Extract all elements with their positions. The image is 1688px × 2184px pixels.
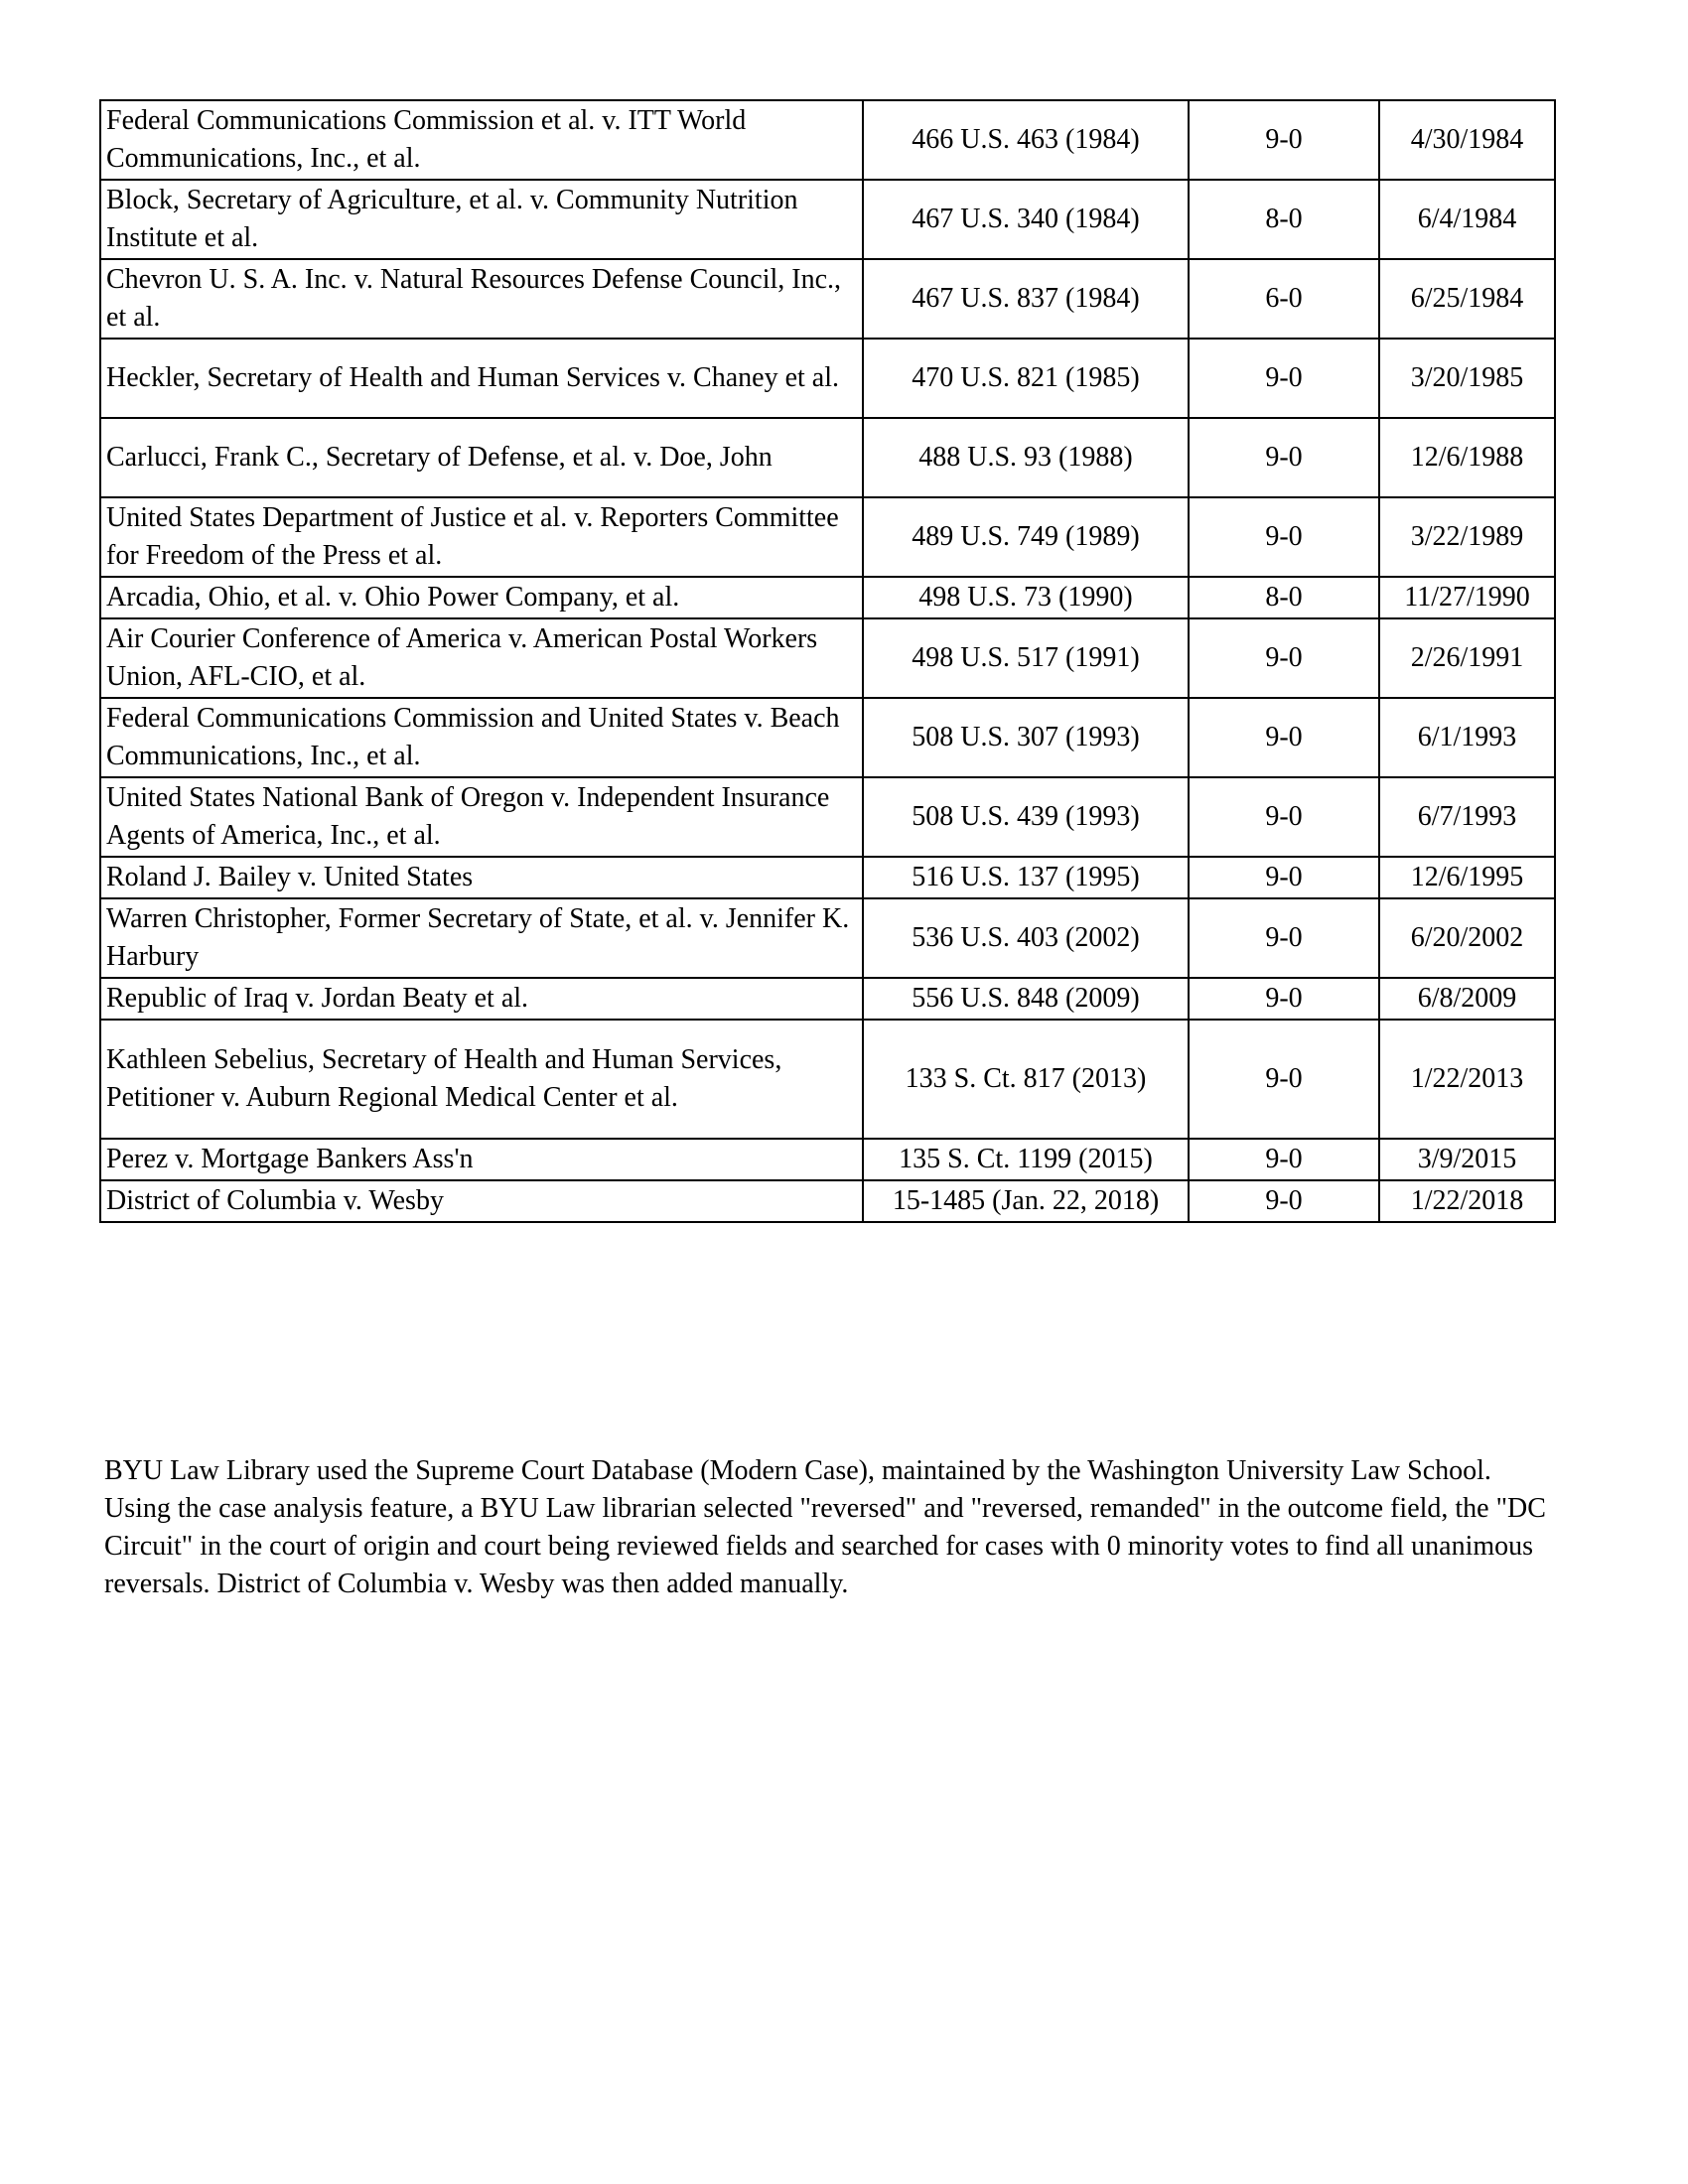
citation-cell: 508 U.S. 307 (1993) [863, 698, 1189, 777]
citation-cell: 470 U.S. 821 (1985) [863, 339, 1189, 418]
table-row [100, 898, 1555, 978]
citation-cell: 516 U.S. 137 (1995) [863, 857, 1189, 898]
case-cell: Carlucci, Frank C., Secretary of Defense, et al. v. Doe, John [100, 418, 863, 497]
date-cell: 1/22/2013 [1379, 1020, 1555, 1139]
case-cell: Block, Secretary of Agriculture, et al. v. Community Nutrition Institute et al. [100, 180, 863, 259]
date-cell: 6/8/2009 [1379, 978, 1555, 1020]
vote-cell: 9-0 [1189, 857, 1379, 898]
vote-cell: 9-0 [1189, 1020, 1379, 1139]
citation-cell: 15-1485 (Jan. 22, 2018) [863, 1180, 1189, 1222]
vote-cell: 9-0 [1189, 1180, 1379, 1222]
case-cell: Air Courier Conference of America v. American Postal Workers Union, AFL-CIO, et al. [100, 618, 863, 698]
citation-cell: 498 U.S. 517 (1991) [863, 618, 1189, 698]
source-note: BYU Law Library used the Supreme Court Database (Modern Case), maintained by the Washington University Law School. Using the case analysis feature, a BYU Law librarian selected "reversed" and "reversed, remanded" in the outcome field, the "DC Circuit" in the court of origin and court being reviewed fields and searched for cases with 0 minority votes to find all unanimous reversals. District of Columbia v. Wesby was then added manually. [104, 1455, 1546, 1599]
case-cell: Roland J. Bailey v. United States [100, 857, 863, 898]
date-cell: 12/6/1995 [1379, 857, 1555, 898]
case-cell: Warren Christopher, Former Secretary of State, et al. v. Jennifer K. Harbury [100, 898, 863, 978]
vote-cell: 9-0 [1189, 418, 1379, 497]
citation-cell: 466 U.S. 463 (1984) [863, 100, 1189, 180]
vote-cell: 9-0 [1189, 339, 1379, 418]
citation-cell: 498 U.S. 73 (1990) [863, 577, 1189, 618]
vote-cell: 9-0 [1189, 898, 1379, 978]
vote-cell: 8-0 [1189, 180, 1379, 259]
case-cell: United States Department of Justice et al. v. Reporters Committee for Freedom of the Press et al. [100, 497, 863, 577]
date-cell: 6/25/1984 [1379, 259, 1555, 339]
table-row [100, 339, 1555, 418]
vote-cell: 9-0 [1189, 100, 1379, 180]
case-cell: Arcadia, Ohio, et al. v. Ohio Power Company, et al. [100, 577, 863, 618]
date-cell: 6/20/2002 [1379, 898, 1555, 978]
case-cell: Chevron U. S. A. Inc. v. Natural Resources Defense Council, Inc., et al. [100, 259, 863, 339]
table-row [100, 978, 1555, 1020]
vote-cell: 9-0 [1189, 777, 1379, 857]
date-cell: 6/4/1984 [1379, 180, 1555, 259]
date-cell: 1/22/2018 [1379, 1180, 1555, 1222]
case-cell: Federal Communications Commission et al. v. ITT World Communications, Inc., et al. [100, 100, 863, 180]
table-row [100, 857, 1555, 898]
date-cell: 3/9/2015 [1379, 1139, 1555, 1180]
cases-table-body [100, 100, 1555, 1222]
table-row [100, 180, 1555, 259]
date-cell: 3/20/1985 [1379, 339, 1555, 418]
citation-cell: 489 U.S. 749 (1989) [863, 497, 1189, 577]
vote-cell: 9-0 [1189, 1139, 1379, 1180]
date-cell: 4/30/1984 [1379, 100, 1555, 180]
case-cell: Federal Communications Commission and United States v. Beach Communications, Inc., et al. [100, 698, 863, 777]
table-row [100, 1020, 1555, 1139]
citation-cell: 488 U.S. 93 (1988) [863, 418, 1189, 497]
vote-cell: 9-0 [1189, 497, 1379, 577]
citation-cell: 536 U.S. 403 (2002) [863, 898, 1189, 978]
date-cell: 6/7/1993 [1379, 777, 1555, 857]
case-cell: Heckler, Secretary of Health and Human Services v. Chaney et al. [100, 339, 863, 418]
date-cell: 11/27/1990 [1379, 577, 1555, 618]
table-row [100, 777, 1555, 857]
date-cell: 3/22/1989 [1379, 497, 1555, 577]
case-cell: United States National Bank of Oregon v. Independent Insurance Agents of America, Inc., et al. [100, 777, 863, 857]
citation-cell: 135 S. Ct. 1199 (2015) [863, 1139, 1189, 1180]
citation-cell: 508 U.S. 439 (1993) [863, 777, 1189, 857]
date-cell: 6/1/1993 [1379, 698, 1555, 777]
table-row [100, 100, 1555, 180]
citation-cell: 467 U.S. 340 (1984) [863, 180, 1189, 259]
vote-cell: 9-0 [1189, 978, 1379, 1020]
cases-table [99, 99, 1556, 1223]
table-row [100, 1139, 1555, 1180]
case-cell: Republic of Iraq v. Jordan Beaty et al. [100, 978, 863, 1020]
vote-cell: 6-0 [1189, 259, 1379, 339]
table-row [100, 259, 1555, 339]
date-cell: 12/6/1988 [1379, 418, 1555, 497]
vote-cell: 9-0 [1189, 618, 1379, 698]
case-cell: Perez v. Mortgage Bankers Ass'n [100, 1139, 863, 1180]
case-cell: Kathleen Sebelius, Secretary of Health and Human Services, Petitioner v. Auburn Regional Medical Center et al. [100, 1020, 863, 1139]
table-row [100, 577, 1555, 618]
table-row [100, 418, 1555, 497]
vote-cell: 8-0 [1189, 577, 1379, 618]
date-cell: 2/26/1991 [1379, 618, 1555, 698]
citation-cell: 556 U.S. 848 (2009) [863, 978, 1189, 1020]
vote-cell: 9-0 [1189, 698, 1379, 777]
table-row [100, 497, 1555, 577]
table-row [100, 618, 1555, 698]
table-row [100, 698, 1555, 777]
citation-cell: 467 U.S. 837 (1984) [863, 259, 1189, 339]
table-row [100, 1180, 1555, 1222]
case-cell: District of Columbia v. Wesby [100, 1180, 863, 1222]
citation-cell: 133 S. Ct. 817 (2013) [863, 1020, 1189, 1139]
